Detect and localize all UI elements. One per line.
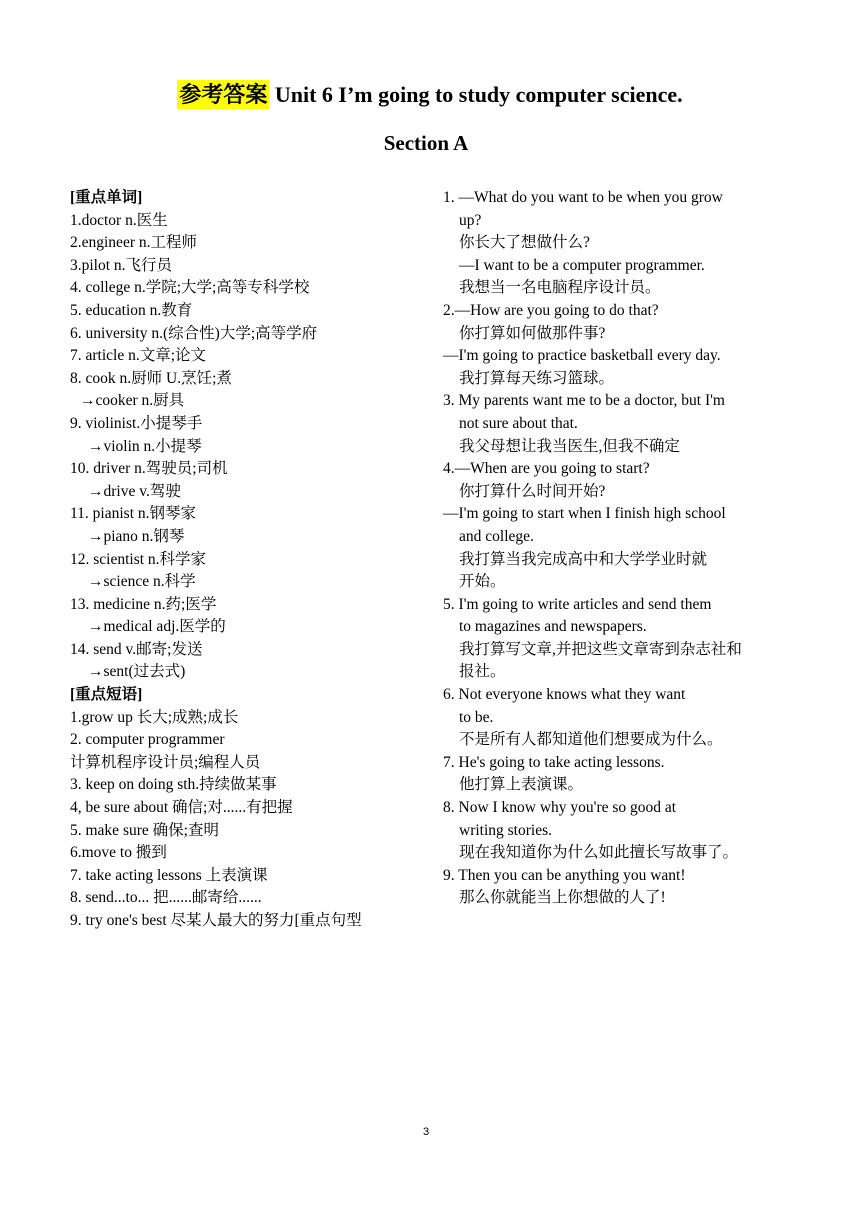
sentence-line: to magazines and newspapers. (459, 618, 647, 636)
sentence-line: —I want to be a computer programmer. (459, 256, 705, 274)
sentence-line: 我打算当我完成高中和大学学业时就 (459, 550, 708, 568)
sentence-line: —I'm going to start when I finish high school (443, 505, 726, 523)
vocab-line: 10. driver n.驾驶员;司机 (70, 460, 228, 478)
vocab-line: →medical adj.医学的 (88, 618, 226, 636)
sentence-line: 7. He's going to take acting lessons. (443, 753, 665, 771)
vocab-line: 7. take acting lessons 上表演课 (70, 866, 268, 884)
sentence-line: 8. Now I know why you're so good at (443, 799, 677, 817)
sentence-line: 现在我知道你为什么如此擅长写故事了。 (459, 844, 739, 862)
vocab-line: 4. college n.学院;大学;高等专科学校 (70, 279, 310, 297)
sentence-line: 1. —What do you want to be when you grow (443, 189, 723, 206)
vocab-line: →science n.科学 (88, 573, 196, 591)
vocab-line: 2.engineer n.工程师 (70, 234, 197, 252)
vocab-line: →sent(过去式) (88, 663, 186, 681)
vocab-line: 5. make sure 确保;查明 (70, 821, 219, 839)
vocab-line: 计算机程序设计员;编程人员 (70, 753, 261, 771)
page-number: 3 (422, 1126, 430, 1138)
sentence-line: 6. Not everyone knows what they want (443, 686, 686, 704)
vocab-line: 6. university n.(综合性)大学;高等学府 (70, 324, 318, 342)
vocab-line: 1.grow up 长大;成熟;成长 (70, 708, 239, 726)
vocab-line: 5. education n.教育 (70, 301, 193, 319)
sentence-line: 不是所有人都知道他们想要成为什么。 (459, 731, 723, 749)
vocab-line: →piano n.钢琴 (88, 527, 185, 545)
vocab-line: →cooker n.厨具 (80, 392, 185, 410)
sentence-line: —I'm going to practice basketball every day. (443, 347, 721, 365)
vocab-line: 3. keep on doing sth.持续做某事 (70, 776, 277, 794)
sentence-line: 我打算每天练习篮球。 (459, 369, 615, 387)
vocabulary-phrases-column (70, 187, 420, 933)
vocab-line: 1.doctor n.医生 (70, 211, 168, 229)
sentence-line: 你打算什么时间开始? (459, 482, 606, 500)
vocab-line: 2. computer programmer (70, 731, 225, 749)
section-label: [重点单词] (70, 189, 143, 206)
vocab-line: 9. try one's best 尽某人最大的努力[重点句型 (70, 912, 362, 929)
sentence-line: 2.—How are you going to do that? (443, 301, 659, 319)
answer-key-highlight: 参考答案 (179, 82, 268, 107)
page-title (0, 78, 860, 112)
sentence-line: 那么你就能当上你想做的人了! (459, 889, 666, 907)
sentence-line: 4.—When are you going to start? (443, 460, 650, 478)
vocab-line: 7. article n.文章;论文 (70, 347, 207, 365)
vocab-line: →violin n.小提琴 (88, 437, 202, 455)
key-sentences-column (443, 187, 803, 910)
sentence-line: 我打算写文章,并把这些文章寄到杂志社和 (459, 640, 742, 658)
vocab-line: 11. pianist n.钢琴家 (70, 505, 197, 523)
sentence-line: not sure about that. (459, 414, 578, 432)
vocab-line: 6.move to 搬到 (70, 844, 167, 862)
sentence-line: and college. (459, 527, 534, 545)
sentence-line: 你长大了想做什么? (459, 234, 590, 252)
sentence-line: 我想当一名电脑程序设计员。 (459, 279, 661, 297)
section-label: [重点短语] (70, 686, 143, 704)
sentence-line: 9. Then you can be anything you want! (443, 866, 686, 884)
sentence-line: writing stories. (459, 821, 552, 839)
vocab-line: 3.pilot n.飞行员 (70, 256, 173, 274)
vocab-line: →drive v.驾驶 (88, 482, 181, 500)
sentence-line: 3. My parents want me to be a doctor, but I'm (443, 392, 725, 410)
vocab-line: 8. send...to... 把......邮寄给...... (70, 889, 262, 907)
sentence-line: 5. I'm going to write articles and send them (443, 595, 712, 613)
sentence-line: 你打算如何做那件事? (459, 324, 606, 342)
vocab-line: 13. medicine n.药;医学 (70, 595, 217, 613)
section-heading: Section A (383, 131, 469, 155)
vocab-line: 9. violinist.小提琴手 (70, 414, 203, 432)
vocab-line: 4, be sure about 确信;对......有把握 (70, 799, 293, 817)
sentence-line: 他打算上表演课。 (459, 776, 584, 794)
vocab-line: 8. cook n.厨师 U.烹饪;煮 (70, 369, 232, 387)
vocab-line: 14. send v.邮寄;发送 (70, 640, 203, 658)
sentence-line: 报社。 (459, 663, 506, 681)
unit-title: Unit 6 I’m going to study computer science. (269, 82, 683, 107)
vocab-line: 12. scientist n.科学家 (70, 550, 207, 568)
sentence-line: to be. (459, 708, 494, 726)
sentence-line: up? (459, 211, 482, 229)
sentence-line: 我父母想让我当医生,但我不确定 (459, 437, 680, 455)
sentence-line: 开始。 (459, 573, 506, 591)
